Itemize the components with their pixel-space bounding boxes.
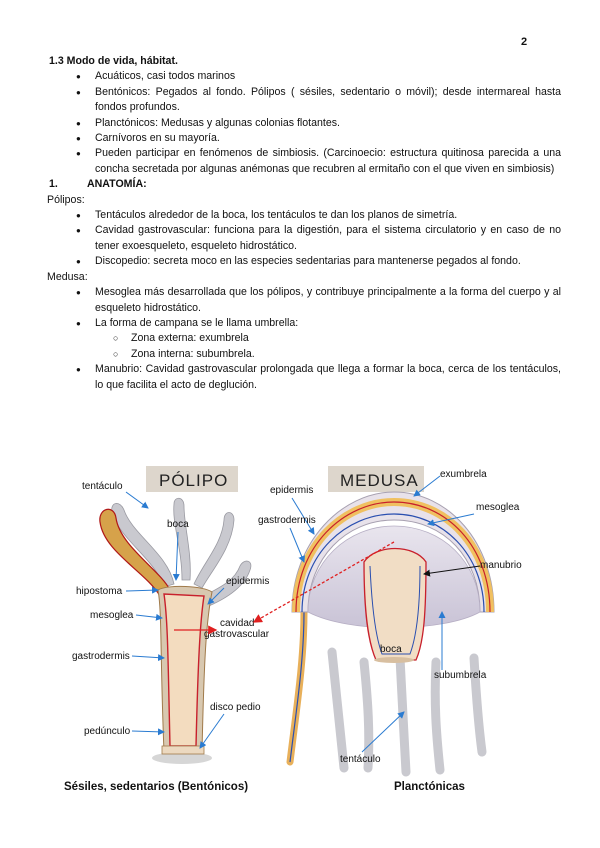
- label-polipo-pedunculo: pedúnculo: [84, 726, 131, 737]
- label-medusa-mesoglea: mesoglea: [476, 502, 520, 513]
- list-item: ● Discopedio: secreta moco en las especies sedentarias para mantenerse pegados al fondo.: [49, 254, 561, 269]
- list-item: ● La forma de campana se le llama umbrella:: [49, 316, 561, 331]
- label-polipo-mesoglea: mesoglea: [90, 610, 134, 621]
- caption-planctonicas: Planctónicas: [394, 781, 465, 793]
- habitat-list: [49, 69, 561, 177]
- label-polipo-boca: boca: [167, 519, 189, 530]
- list-item: ● Acuáticos, casi todos marinos: [49, 69, 561, 84]
- label-polipo-epidermis: epidermis: [226, 576, 270, 587]
- medusa-title: MEDUSA: [340, 471, 419, 490]
- list-item: ● Cavidad gastrovascular: funciona para la digestión, para el sistema circulatorio y en caso de no tener exoesqueleto, esqueleto hidrostático.: [49, 223, 561, 254]
- label-medusa-boca: boca: [380, 644, 402, 655]
- label-medusa-exumbrela: exumbrela: [440, 469, 487, 480]
- list-item: ● Bentónicos: Pegados al fondo. Pólipos ( sésiles, sedentario o móvil); desde intermareal hasta fondos profundos.: [49, 85, 561, 116]
- label-polipo-cavidad-2: gastrovascular: [204, 629, 270, 640]
- list-item: ● Mesoglea más desarrollada que los pólipos, y contribuye principalmente a la forma del cuerpo y al esqueleto hidrostático.: [49, 285, 561, 316]
- label-polipo-hipostoma: hipostoma: [76, 586, 123, 597]
- body-text: [49, 54, 561, 393]
- label-polipo-cavidad-1: cavidad: [220, 618, 255, 629]
- list-item: ● Planctónicos: Medusas y algunas colonias flotantes.: [49, 116, 561, 131]
- medusa-illustration: [254, 469, 522, 772]
- label-medusa-gastrodermis: gastrodermis: [258, 515, 316, 526]
- list-item: ● Manubrio: Cavidad gastrovascular prolongada que llega a formar la boca, cerca de los tentáculos, lo que facilita el acto de deglución.: [49, 362, 561, 393]
- section-heading-habitat: 1.3 Modo de vida, hábitat.: [49, 55, 178, 67]
- list-subitem: ○ Zona externa: exumbrela: [49, 331, 561, 346]
- medusa-label: Medusa:: [47, 270, 88, 283]
- label-medusa-manubrio: manubrio: [480, 560, 522, 571]
- section-number: 1.: [49, 178, 58, 191]
- caption-sesiles: Sésiles, sedentarios (Bentónicos): [64, 781, 249, 793]
- polyp-illustration: [72, 481, 270, 764]
- polipos-label: Pólipos:: [47, 193, 85, 206]
- page-number: 2: [521, 36, 528, 48]
- label-medusa-tentaculo: tentáculo: [340, 754, 381, 765]
- list-item: ● Carnívoros en su mayoría.: [49, 131, 561, 146]
- section-heading-anatomy: [49, 177, 561, 192]
- medusa-list: [49, 285, 561, 393]
- label-polipo-tentaculo: tentáculo: [82, 481, 123, 492]
- label-medusa-epidermis: epidermis: [270, 485, 314, 496]
- polipo-title: PÓLIPO: [159, 471, 229, 490]
- label-polipo-disco-pedio: disco pedio: [210, 702, 261, 713]
- anatomy-figure: [64, 462, 538, 798]
- label-medusa-subumbrela: subumbrela: [434, 670, 487, 681]
- section-title-text: ANATOMÍA:: [87, 178, 147, 191]
- list-item: ● Tentáculos alrededor de la boca, los tentáculos te dan los planos de simetría.: [49, 208, 561, 223]
- polipos-list: [49, 208, 561, 270]
- list-item: ● Pueden participar en fenómenos de simbiosis. (Carcinoecio: estructura quitinosa parecida a una concha secretada por algunas anémonas que recubren al ermitaño con el que viven en simbiosis): [49, 146, 561, 177]
- label-polipo-gastrodermis: gastrodermis: [72, 651, 130, 662]
- list-subitem: ○ Zona interna: subumbrela.: [49, 347, 561, 362]
- anatomy-diagram: [64, 462, 538, 798]
